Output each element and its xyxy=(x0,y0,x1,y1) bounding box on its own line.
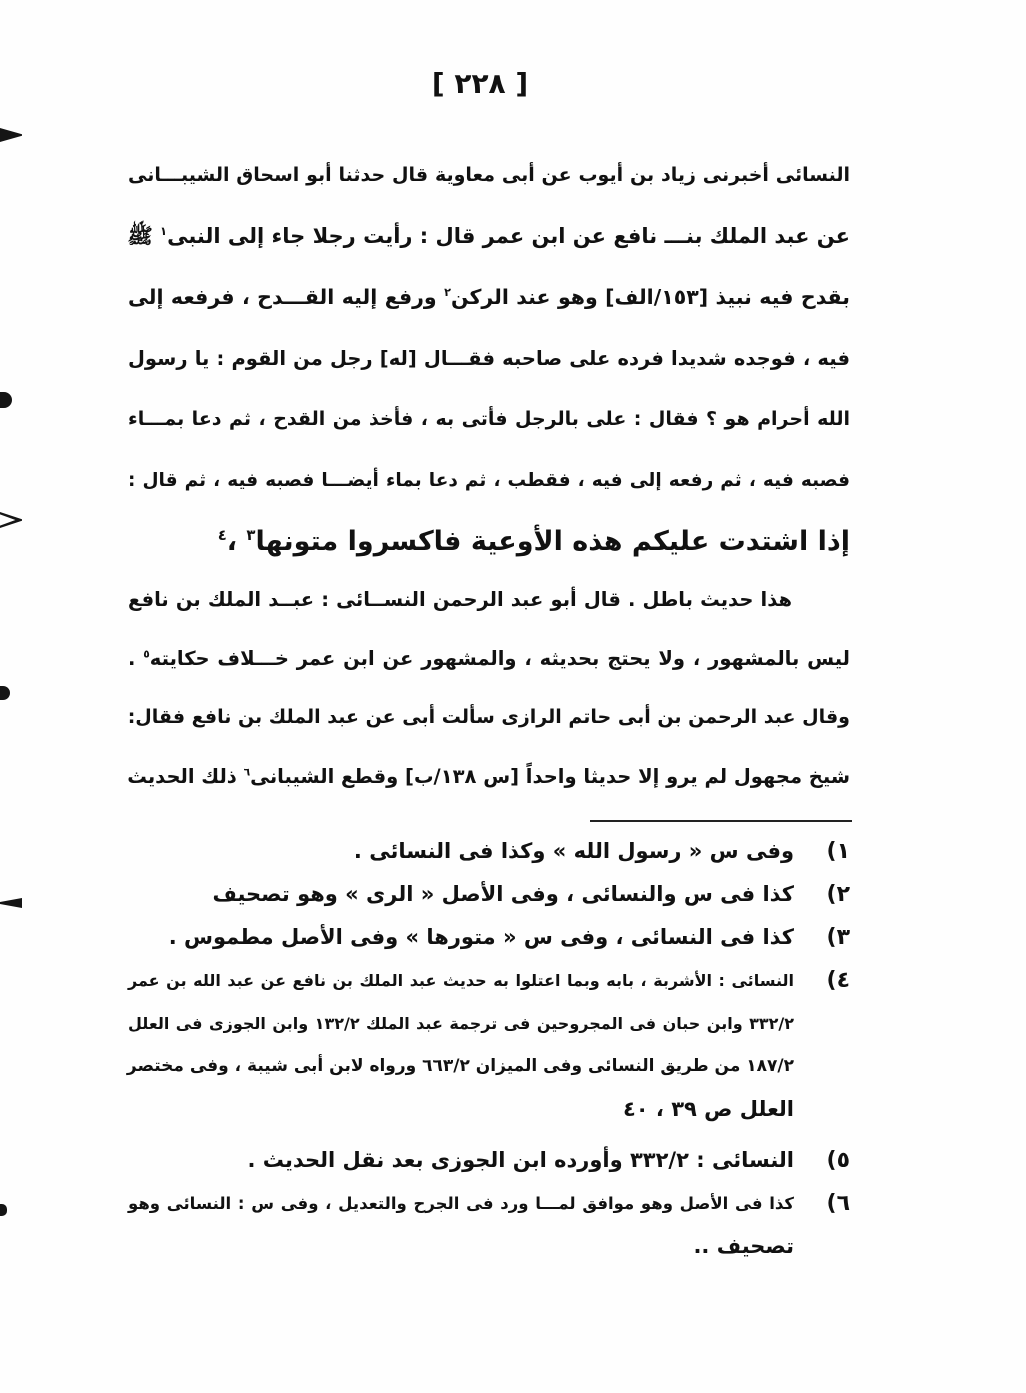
line-text: ورفع إليه القـــدح ، فرفعه إلى xyxy=(128,285,445,309)
line-text: ليس بالمشهور ، ولا يحتج بحديثه ، والمشهور عن ابن عمر خـــلاف حكايته xyxy=(149,647,850,670)
text-line xyxy=(128,450,850,511)
text-line xyxy=(128,328,850,389)
footnote-line: ٣٣٢/٢ وابن حبان فى المجروحين فى ترجمة عبد الملك ١٣٢/٢ وابن الجوزى فى العلل xyxy=(128,1014,795,1033)
text-line xyxy=(128,629,850,688)
line-text: بقدح فيه نبيذ [١٥٣/الف] وهو عند الركن xyxy=(451,285,850,309)
text-line xyxy=(128,206,850,267)
line-text: وقال عبد الرحمن بن أبى حاتم الرازى سألت أبى عن عبد الملك بن نافع فقال: xyxy=(127,706,850,728)
footnote-ref: ٢ xyxy=(444,286,451,300)
footnote xyxy=(128,959,850,1131)
line-text: ، xyxy=(226,526,247,557)
line-text: إذا اشتدت عليكم هذه الأوعية فاكسروا متونها xyxy=(255,526,850,557)
footnote-ref: ٤ xyxy=(217,526,227,544)
footnote-ref: ٣ xyxy=(246,526,256,544)
footnote-marker: ٣) xyxy=(826,925,850,950)
footnote xyxy=(128,1182,850,1268)
footnote-marker: ٤) xyxy=(826,968,850,993)
footnote-separator xyxy=(590,820,852,822)
scan-mark xyxy=(0,392,12,408)
footnote-text xyxy=(128,830,794,873)
line-text: هذا حديث باطل . قال أبو عبد الرحمن النســائى : عبــد الملك بن نافع xyxy=(128,588,792,611)
body-paragraph xyxy=(128,145,850,572)
footnote-line: العلل ص ٣٩ ، ٤٠ xyxy=(622,1097,794,1121)
footnote-line: ١٨٧/٢ من طريق النسائى وفى الميزان ٦٦٣/٢ ورواه لابن أبى شيبة ، وفى مختصر xyxy=(126,1056,794,1076)
line-text: . xyxy=(128,647,144,670)
line-text: فصبه فيه ، ثم رفعه إلى فيه ، فقطب ، ثم دعا بماء أيضـــا فصبه فيه ، ثم قال : xyxy=(128,470,850,491)
line-text: ذلك الحديث xyxy=(127,765,244,788)
text-line xyxy=(128,389,850,450)
line-text: شيخ مجهول لم يرو إلا حديثا واحداً [س ١٣٨/ب] وقطع الشيبانى xyxy=(250,765,850,788)
footnote-marker: ١) xyxy=(826,839,850,864)
footnote-line: وفى س « رسول الله » وكذا فى النسائى . xyxy=(353,839,794,863)
line-text: النسائى أخبرنى زياد بن أيوب عن أبى معاوية قال حدثنا أبو اسحاق الشيبـــانى xyxy=(128,164,850,186)
footnote-marker: ٥) xyxy=(826,1148,850,1173)
footnote-line: كذا فى النسائى ، وفى س « متورها » وفى الأصل مطموس . xyxy=(168,925,794,949)
body-paragraph xyxy=(128,570,850,806)
footnote-line: النسائى : ٣٣٢/٢ وأورده ابن الجوزى بعد نقل الحديث . xyxy=(247,1148,794,1172)
footnote-text xyxy=(128,1139,794,1182)
footnote-ref: ١ xyxy=(160,224,168,238)
line-text: الله أحرام هو ؟ فقال : على بالرجل فأتى به ، فأخذ من القدح ، ثم دعا بمـــاء xyxy=(128,408,850,430)
text-line xyxy=(128,570,850,629)
footnote-text xyxy=(128,959,794,1131)
scan-mark xyxy=(0,686,10,700)
footnote xyxy=(128,916,850,959)
text-line xyxy=(128,747,850,806)
footnote-text xyxy=(128,873,794,916)
line-text: فيه ، فوجده شديدا فرده على صاحبه فقـــال [له] رجل من القوم : يا رسول xyxy=(128,347,850,370)
footnote-line: كذا فى الأصل وهو موافق لمـــا ورد فى الجرح والتعديل ، وفى س : النسائى وهو xyxy=(128,1194,794,1213)
footnote-ref: ٥ xyxy=(143,647,150,661)
footnote-text xyxy=(128,916,794,959)
footnote xyxy=(128,1139,850,1182)
footnote-marker: ٢) xyxy=(826,882,850,907)
line-text: عن عبد الملك بنـــ نافع عن ابن عمر قال : رأيت رجلا جاء إلى النبى xyxy=(167,224,850,248)
text-line xyxy=(128,688,850,747)
scan-mark xyxy=(0,898,22,908)
text-line xyxy=(128,145,850,206)
page-number: [ ٢٢٨ ] xyxy=(431,67,529,100)
line-text: ﷺ xyxy=(127,224,161,248)
footnote-line: تصحيف .. xyxy=(693,1234,794,1258)
footnote-line: النسائى : الأشربة ، بابه وبما اعتلوا به حديث عبد الملك بن نافع عن عبد الله بن عمر xyxy=(128,971,794,990)
footnote-line: كذا فى س والنسائى ، وفى الأصل « الرى » وهو تصحيف xyxy=(212,882,794,906)
footnote-ref: ٦ xyxy=(243,765,251,779)
footnote-marker: ٦) xyxy=(826,1191,850,1216)
footnote-text xyxy=(128,1182,794,1268)
scan-mark xyxy=(0,128,22,142)
scan-mark xyxy=(0,1204,7,1216)
scan-mark xyxy=(0,512,22,528)
text-line xyxy=(128,267,850,328)
footnote xyxy=(128,873,850,916)
footnotes xyxy=(128,830,850,1268)
text-line xyxy=(128,511,850,572)
footnote xyxy=(128,830,850,873)
